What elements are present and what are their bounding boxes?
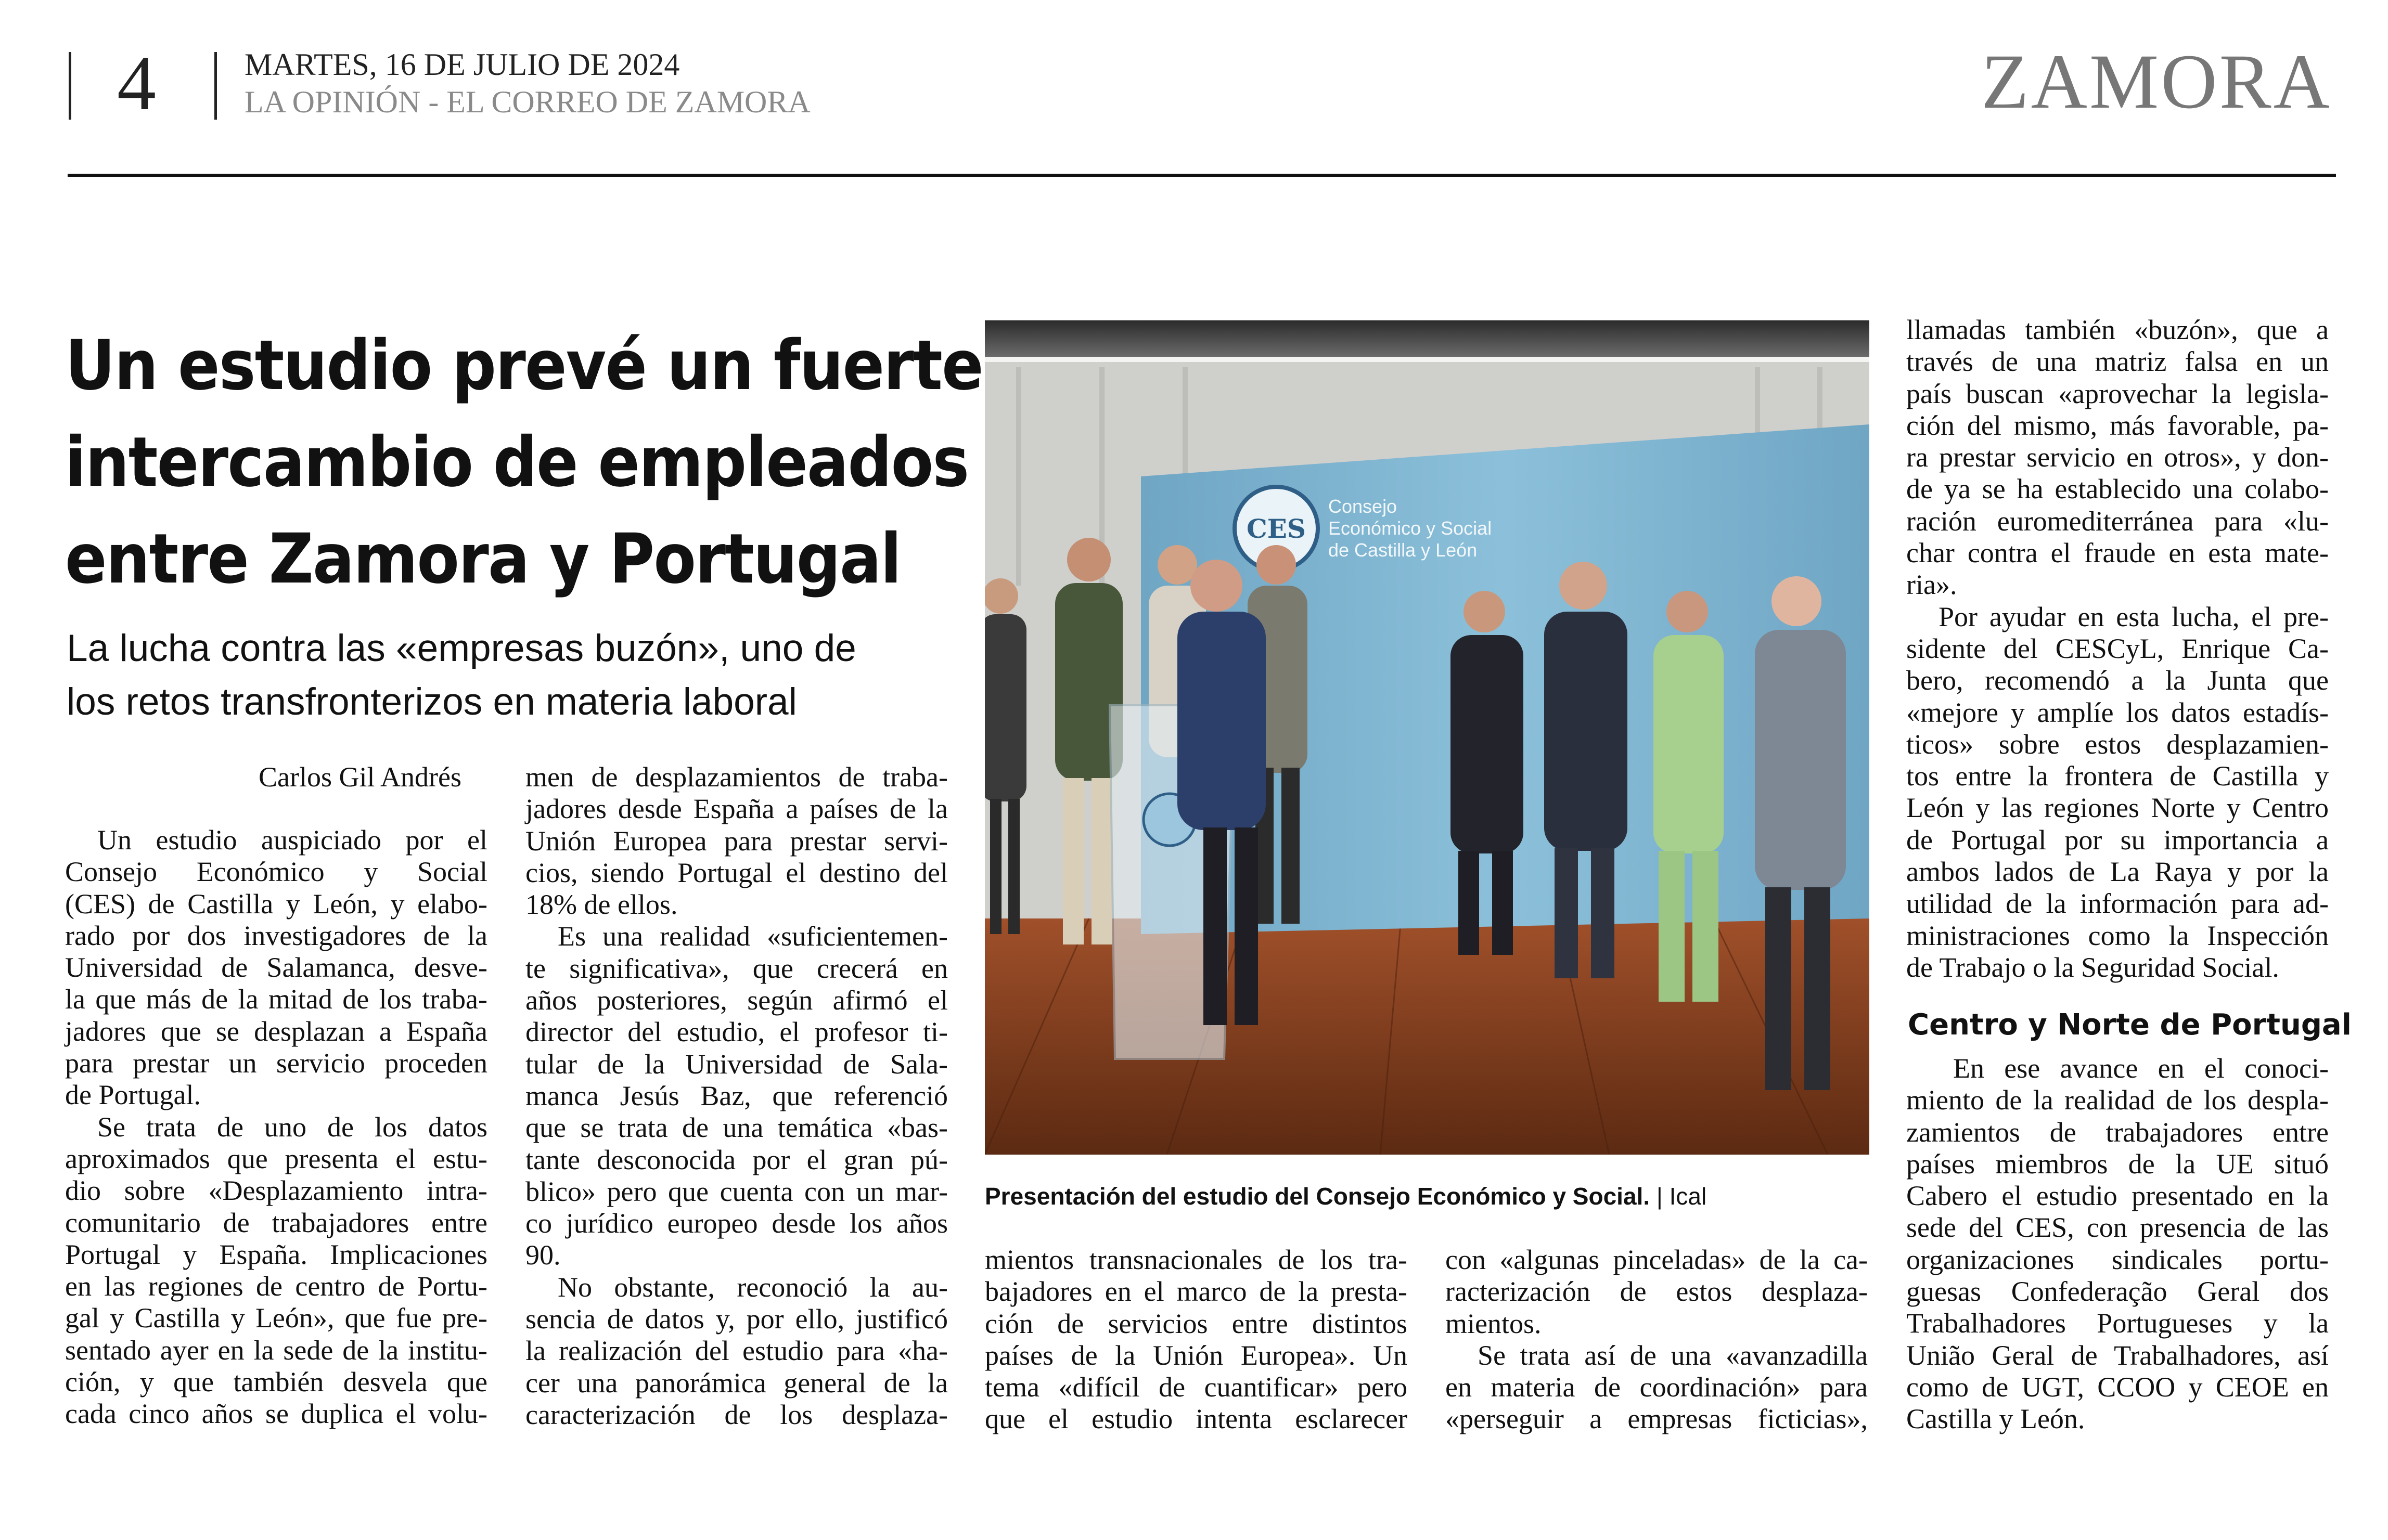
article-column-4	[1445, 1244, 1868, 1435]
text-line: bajadores en el marco de la presta-	[985, 1276, 1407, 1308]
headline	[65, 317, 983, 607]
header-rule	[68, 174, 2336, 177]
photo-credit: | Ical	[1656, 1183, 1707, 1210]
text-line: sede del CES, con presencia de las	[1906, 1212, 2329, 1244]
section-subhead: Centro y Norte de Portugal	[1908, 1008, 2352, 1042]
text-line: rado por dos investigadores de la	[65, 920, 487, 951]
text-line: racterización de estos desplaza-	[1445, 1276, 1868, 1308]
text-line: en materia de coordinación» para	[1445, 1371, 1868, 1403]
subheadline-line: La lucha contra las «empresas buzón», uno de	[67, 627, 856, 669]
text-line: mientos.	[1445, 1308, 1542, 1339]
header-date: MARTES, 16 DE JULIO DE 2024	[245, 47, 680, 82]
ceiling	[985, 320, 1869, 357]
text-line: gal y Castilla y León», que fue pre-	[65, 1302, 487, 1334]
text-line: tema «difícil de cuantificar» pero	[985, 1371, 1407, 1403]
text-line: que se trata de una temática «bas-	[525, 1112, 948, 1144]
text-line: en las regiones de centro de Portu-	[65, 1271, 487, 1302]
backdrop-text-line: Consejo	[1328, 496, 1397, 517]
text-line: miento de la realidad de los despla-	[1906, 1084, 2329, 1116]
text-line: 90.	[525, 1239, 561, 1271]
text-line: Se trata así de una «avanzadilla	[1478, 1339, 1868, 1371]
text-line: zamientos de trabajadores entre	[1906, 1116, 2329, 1148]
text-line: como de UGT, CCOO y CEOE en	[1906, 1371, 2329, 1403]
text-line: guesas Confederação Geral dos	[1906, 1276, 2329, 1308]
subheadline	[67, 622, 951, 729]
text-line: União Geral de Trabalhadores, así	[1906, 1339, 2329, 1371]
backdrop-text-line: de Castilla y León	[1328, 539, 1478, 561]
caption-text: Presentación del estudio del Consejo Económico y Social.	[985, 1183, 1650, 1210]
text-line: Portugal y España. Implicaciones	[65, 1238, 487, 1270]
text-line: de ya se ha establecido una colabo-	[1906, 473, 2329, 505]
text-line: ambos lados de La Raya y por la	[1906, 856, 2329, 888]
text-line: En ese avance en el conoci-	[1953, 1053, 2329, 1084]
text-line: organizaciones sindicales portu-	[1906, 1244, 2329, 1275]
text-line: tos entre la frontera de Castilla y	[1906, 760, 2329, 792]
text-line: de Portugal.	[65, 1079, 201, 1111]
text-line: años posteriores, según afirmó el	[525, 985, 948, 1016]
text-line: co jurídico europeo desde los años	[525, 1208, 948, 1239]
text-line: país buscan «aprovechar la legisla-	[1906, 378, 2329, 409]
headline-line: intercambio de empleados	[65, 422, 969, 502]
light-strip	[985, 357, 1869, 362]
text-line: ración euromediterránea para «lu-	[1906, 505, 2329, 537]
subheadline-line: los retos transfronterizos en materia laboral	[67, 681, 797, 723]
text-line: para prestar un servicio proceden	[65, 1047, 487, 1079]
text-line: «mejore y amplíe los datos estadís-	[1906, 696, 2329, 728]
text-line: jadores desde España a países de la	[525, 793, 948, 825]
backdrop-text-line: Económico y Social	[1328, 517, 1492, 539]
text-line: bero, recomendó a la Junta que	[1906, 665, 2329, 696]
text-line: caracterización de los desplaza-	[525, 1399, 948, 1430]
headline-line: entre Zamora y Portugal	[65, 519, 901, 599]
text-line: sentado ayer en la sede de la institu-	[65, 1334, 487, 1366]
text-line: dio sobre «Desplazamiento intra-	[65, 1175, 487, 1207]
text-line: char contra el fraude en esta mate-	[1906, 537, 2329, 569]
text-line: sidente del CESCyL, Enrique Ca-	[1906, 632, 2329, 664]
text-line: Cabero el estudio presentado en la	[1906, 1180, 2329, 1212]
text-line: aproximados que presenta el estu-	[65, 1143, 487, 1174]
text-line: Es una realidad «suficientemen-	[558, 921, 948, 952]
text-line: ción del mismo, más favorable, pa-	[1906, 409, 2329, 441]
text-line: ción de servicios entre distintos	[985, 1308, 1407, 1339]
text-line: tante desconocida por el gran pú-	[525, 1144, 948, 1175]
text-line: No obstante, reconoció la au-	[558, 1271, 948, 1303]
text-line: ria».	[1906, 569, 1957, 601]
photo-caption	[985, 1181, 1706, 1212]
text-line: sencia de datos y, por ello, justificó	[525, 1303, 948, 1335]
text-line: llamadas también «buzón», que a	[1906, 314, 2329, 345]
text-line: comunitario de trabajadores entre	[65, 1207, 487, 1238]
article-column-5-continued	[1906, 1053, 2329, 1435]
text-line: con «algunas pinceladas» de la ca-	[1445, 1244, 1868, 1275]
text-line: jadores que se desplazan a España	[65, 1015, 487, 1047]
text-line: men de desplazamientos de traba-	[525, 761, 948, 793]
text-line: través de una matriz falsa en un	[1906, 346, 2329, 378]
text-line: cios, siendo Portugal el destino del	[525, 857, 948, 888]
text-line: mientos transnacionales de los tra-	[985, 1244, 1407, 1275]
article-column-5	[1906, 314, 2329, 983]
article-column-1	[65, 824, 487, 1430]
text-line: ción, y que también desvela que	[65, 1366, 487, 1398]
text-line: manca Jesús Baz, que referenció	[525, 1080, 948, 1111]
text-line: que el estudio intenta esclarecer	[985, 1403, 1407, 1435]
text-line: blico» pero que cuenta con un mar-	[525, 1175, 948, 1207]
text-line: Se trata de uno de los datos	[97, 1111, 487, 1143]
text-line: países miembros de la UE situó	[1906, 1148, 2329, 1180]
text-line: Un estudio auspiciado por el	[97, 824, 487, 856]
article-column-2	[525, 761, 948, 1431]
text-line: la que más de la mitad de los traba-	[65, 983, 487, 1015]
text-line: ticos» sobre estos desplazamien-	[1906, 728, 2329, 760]
text-line: director del estudio, el profesor ti-	[525, 1016, 948, 1048]
newspaper-name: LA OPINIÓN - EL CORREO DE ZAMORA	[245, 85, 811, 119]
header-divider	[69, 52, 71, 120]
page-number: 4	[117, 40, 156, 126]
text-line: «perseguir a empresas ficticias»,	[1445, 1403, 1868, 1435]
header-divider	[214, 52, 217, 120]
text-line: países de la Unión Europea». Un	[985, 1339, 1407, 1371]
article-photo	[985, 320, 1869, 1155]
text-line: Trabalhadores Portugueses y la	[1906, 1308, 2329, 1339]
text-line: de Trabajo o la Seguridad Social.	[1906, 951, 2279, 983]
byline: Carlos Gil Andrés	[259, 761, 461, 793]
text-line: ra prestar servicio en otros», y don-	[1906, 442, 2329, 473]
text-line: cada cinco años se duplica el volu-	[65, 1398, 487, 1430]
text-line: Consejo Económico y Social	[65, 856, 487, 888]
text-line: ministraciones como la Inspección	[1906, 920, 2329, 951]
section-name: ZAMORA	[1981, 38, 2332, 125]
text-line: utilidad de la información para ad-	[1906, 888, 2329, 920]
text-line: la realización del estudio para «ha-	[525, 1335, 948, 1367]
text-line: Por ayudar en esta lucha, el pre-	[1938, 601, 2329, 632]
text-line: Unión Europea para prestar servi-	[525, 825, 948, 857]
text-line: 18% de ellos.	[525, 889, 678, 921]
text-line: Universidad de Salamanca, desve-	[65, 952, 487, 983]
article-column-3	[985, 1244, 1407, 1435]
text-line: te significativa», que crecerá en	[525, 952, 948, 984]
text-line: Castilla y León.	[1906, 1403, 2085, 1435]
text-line: de Portugal por su importancia a	[1906, 824, 2329, 856]
headline-line: Un estudio prevé un fuerte	[65, 326, 983, 406]
ces-seal-text: CES	[1246, 513, 1306, 544]
text-line: (CES) de Castilla y León, y elabo-	[65, 888, 487, 920]
text-line: tular de la Universidad de Sala-	[525, 1048, 948, 1080]
text-line: cer una panorámica general de la	[525, 1367, 948, 1399]
text-line: León y las regiones Norte y Centro	[1906, 792, 2329, 824]
